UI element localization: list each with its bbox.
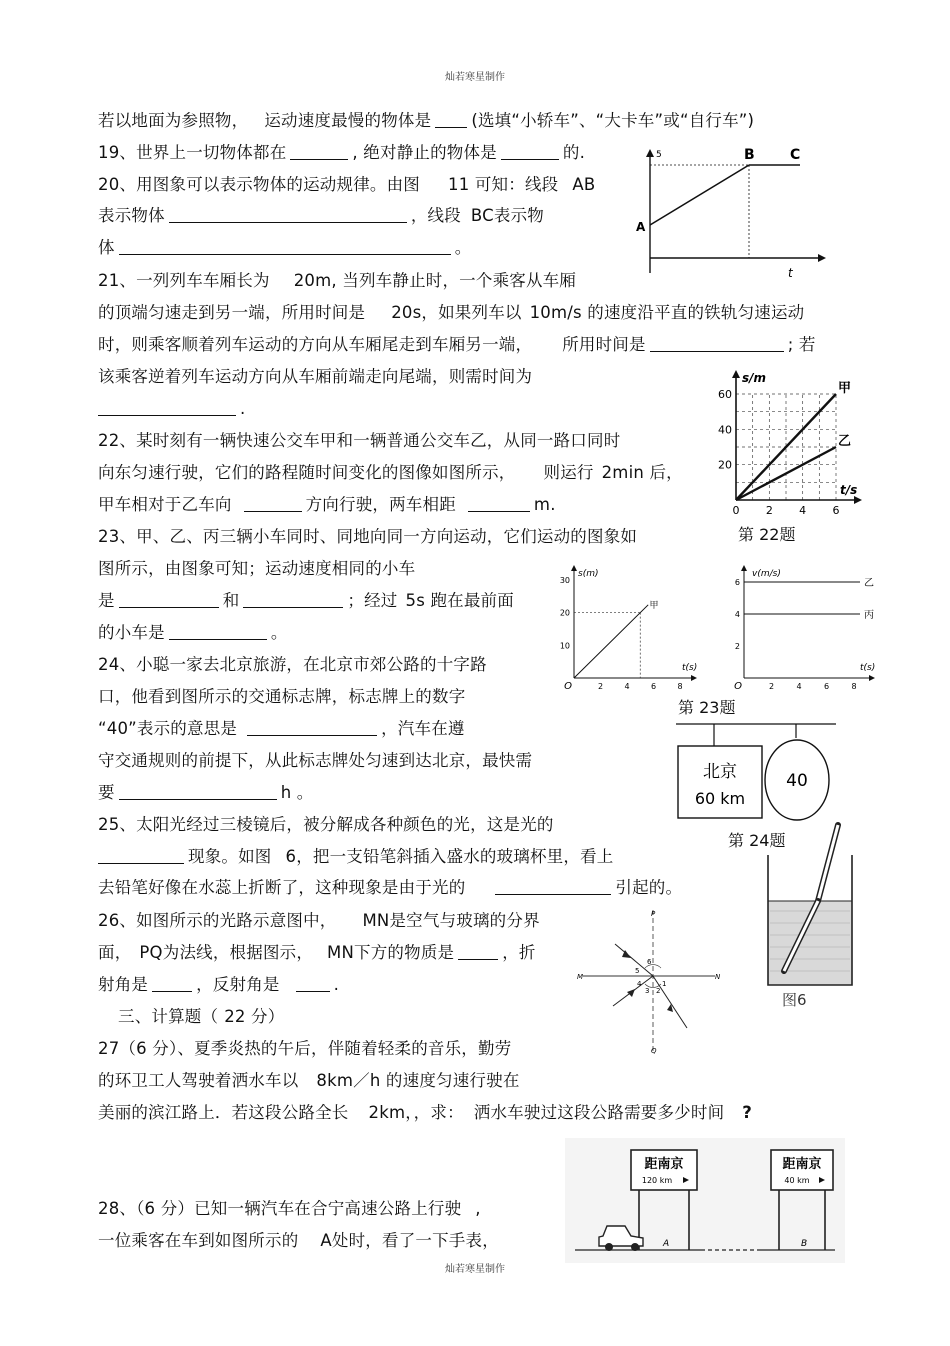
answer-blank[interactable] [98,847,184,864]
x-tick-label: 4 [796,682,802,691]
y-tick-label: 30 [559,576,570,585]
y-tick-label: 6 [734,578,740,587]
x-tick-label: 2 [597,682,604,691]
y-tick-label: 4 [734,610,740,619]
figure-26-light-path [575,906,725,1056]
sign-a-title: 距南京 [644,1157,684,1172]
answer-blank[interactable] [247,719,377,736]
q27-line-3: 美丽的滨江路上．若这段公路全长 2km，，求： 洒水车驶过这段公路需要多少时间 ? [98,1103,753,1122]
q28-line-2: 一位乘客在车到如图所示的 A处时，看了一下手表， [98,1231,499,1250]
x-tick-label: 0 [732,504,740,517]
figure-28-road-signs [565,1138,845,1263]
speed-limit-value: 40 [786,771,808,791]
answer-blank[interactable] [98,399,236,416]
x-axis-arrow [818,254,826,262]
q26-line-3: 射角是 ，反射角是 . [98,975,340,994]
x-tick-label: 6 [832,504,840,517]
answer-blank[interactable] [169,206,407,223]
q24-line-2: 口，他看到图所示的交通标志牌，标志牌上的数字 [98,687,466,706]
x-tick-label: 2 [765,504,773,517]
y-tick-label: 40 [718,423,732,437]
answer-blank[interactable] [119,238,451,255]
q23-line-3: 是 和 ；经过 5s 跑在最前面 [98,591,514,610]
sign-a-distance: 120 km [641,1176,673,1185]
label-m: M [577,973,584,981]
answer-blank[interactable] [650,335,784,352]
answer-blank[interactable] [152,975,192,992]
x-axis-arrow [691,675,697,681]
sign-b-distance: 40 km [784,1176,810,1185]
y-axis-label: v(m/s) [752,569,781,579]
angle-label: 6 [647,958,652,966]
label-q: Q [651,1047,657,1055]
figure-23-caption: 第 23题 [678,698,736,717]
q23-line-1: 23、甲、乙、丙三辆小车同时、同地向同一方向运动，它们运动的图象如 [98,527,638,546]
answer-blank[interactable] [290,143,348,160]
series-label: 甲 [649,600,659,611]
tick-label: 5 [656,150,662,160]
point-a-label: A [636,220,646,234]
series-label: 甲 [838,381,852,396]
y-axis-arrow [732,370,740,378]
figure-6-glass [760,815,860,1010]
q27-line-1: 27（6 分）、夏季炎热的午后，伴随着轻柔的音乐，勤劳 [98,1039,512,1058]
answer-blank[interactable] [119,783,277,800]
q25-line-3: 去铅笔好像在水蕊上折断了，这种现象是由于光的 引起的。 [98,878,683,897]
point-c-label: C [790,147,801,163]
sign-distance: 60 km [694,789,746,808]
angle-label: 2 [656,987,661,995]
y-axis-arrow [571,565,577,571]
x-tick-label: 8 [851,682,857,691]
q21-line-5: . [98,398,245,420]
q23-line-4: 的小车是 。 [98,623,288,642]
y-tick-label: 60 [718,388,732,401]
answer-blank[interactable] [296,975,330,992]
y-axis-label: s/m [742,371,767,385]
y-tick-label: 10 [559,641,570,651]
q23-line-2: 图所示，由图象可知；运动速度相同的小车 [98,559,416,578]
q20-line-1: 20、用图象可以表示物体的运动规律。由图 11 可知：线段 AB [98,175,596,194]
q28-line-1: 28、（6 分）已知一辆汽车在合宁高速公路上行驶 , [98,1199,481,1218]
y-axis-arrow [741,565,747,571]
x-tick-label: O [564,681,572,692]
q20-line-3: 体 。 [98,238,472,257]
figure-22-chart [712,368,862,518]
x-axis-arrow [869,675,875,681]
answer-blank[interactable] [458,943,498,960]
figure-6-caption: 图6 [782,991,807,1009]
x-tick-label: 6 [650,682,657,691]
y-axis-label: s(m) [578,569,599,579]
answer-blank[interactable] [119,591,219,608]
figure-11-graph [628,145,828,280]
angle-label: 1 [662,980,667,988]
figure-24-traffic-sign [676,718,841,823]
label-n: N [715,973,721,981]
answer-blank[interactable] [468,495,530,512]
q21-line-3: 时，则乘客顺着列车运动的方向从车厢尾走到车厢另一端， 所用时间是 ; 若 [98,335,816,354]
q24-line-1: 24、小聪一家去北京旅游，在北京市郊公路的十字路 [98,655,487,674]
q21-line-4: 该乘客逆着列车运动方向从车厢前端走向尾端，则需时间为 [98,367,533,386]
page-header: 灿若寒星制作 [445,72,505,83]
angle-label: 3 [645,987,650,995]
series-label: 乙 [864,578,874,589]
x-tick-label: 4 [624,682,630,691]
y-tick-label: 2 [734,642,740,651]
figure-22-caption: 第 22题 [738,525,796,544]
q20-line-2: 表示物体 ，线段 BC表示物 [98,206,544,225]
answer-blank[interactable] [501,143,559,160]
ray-arrow [627,989,635,997]
x-axis-label: t(s) [860,663,876,673]
q21-line-1: 21、一列列车车厢长为 20m, 当列车静止时，一个乘客从车厢 [98,271,577,290]
series-line-甲 [574,605,648,678]
q21-line-2: 的顶端匀速走到另一端，所用时间是 20s，如果列车以 10m/s 的速度沿平直的铁轨匀速运动 [98,303,805,322]
q25-line-1: 25、太阳光经过三棱镜后，被分解成各种颜色的光，这是光的 [98,815,554,834]
x-axis-label: t(s) [682,663,698,673]
answer-blank[interactable] [495,878,611,895]
y-tick-label: 20 [559,608,570,618]
answer-blank[interactable] [243,591,343,608]
point-b-label: B [801,1239,808,1249]
x-axis-label: t/s [840,483,858,497]
q19-line: 19、世界上一切物体都在 , 绝对静止的物体是 的. [98,143,586,162]
x-tick-label: O [734,681,742,692]
q18-line: 若以地面为参照物， 运动速度最慢的物体是 (选填“小轿车”、“大卡车”或“自行车”) [98,111,755,130]
answer-blank[interactable] [435,111,467,128]
answer-blank[interactable] [169,623,267,640]
section-3-title: 三、计算题（ 22 分） [118,1007,285,1026]
answer-blank[interactable] [244,495,302,512]
x-axis-label: t [788,266,793,280]
point-b-label: B [744,147,755,163]
series-label: 丙 [864,610,874,621]
angle-label: 4 [637,980,642,988]
q26-line-2: 面， PQ为法线，根据图示， MN下方的物质是 ，折 [98,943,536,962]
sign-city: 北京 [703,762,737,782]
pencil-upper-core [818,825,838,901]
q22-line-1: 22、某时刻有一辆快速公交车甲和一辆普通公交车乙，从同一路口同时 [98,431,621,450]
label-p: P [651,910,656,918]
angle-label: 5 [635,967,640,975]
sign-b-title: 距南京 [782,1157,822,1172]
q26-line-1: 26、如图所示的光路示意图中， MN是空气与玻璃的分界 [98,911,540,930]
x-axis-arrow [854,496,862,504]
figure-23-st-chart [548,562,698,692]
x-tick-label: 2 [768,682,775,691]
y-axis-arrow [646,149,654,157]
point-a-label: A [663,1239,670,1249]
figure-24-caption: 第 24题 [728,831,786,850]
q22-line-3: 甲车相对于乙车向 方向行驶，两车相距 m. [98,495,556,514]
q25-line-2: 现象。如图 6，把一支铅笔斜插入盛水的玻璃杯里，看上 [98,846,614,868]
segment-ab [650,165,749,225]
q22-line-2: 向东匀速行驶，它们的路程随时间变化的图像如图所示， 则运行 2min 后， [98,463,683,482]
ray [653,976,687,1028]
q24-line-3: “40”表示的意思是 ，汽车在遵 [98,719,465,738]
series-label: 乙 [838,434,852,449]
y-tick-label: 20 [718,458,732,472]
q27-line-2: 的环卫工人驾驶着洒水车以 8km／h 的速度匀速行驶在 [98,1071,520,1090]
q24-line-4: 守交通规则的前提下，从此标志牌处匀速到达北京，最快需 [98,751,533,770]
q24-line-5: 要 h 。 [98,783,314,802]
figure-23-vt-chart [722,562,882,692]
x-tick-label: 8 [677,682,683,691]
page-footer: 灿若寒星制作 [445,1264,505,1275]
x-tick-label: 6 [823,682,830,691]
x-tick-label: 4 [799,504,807,517]
